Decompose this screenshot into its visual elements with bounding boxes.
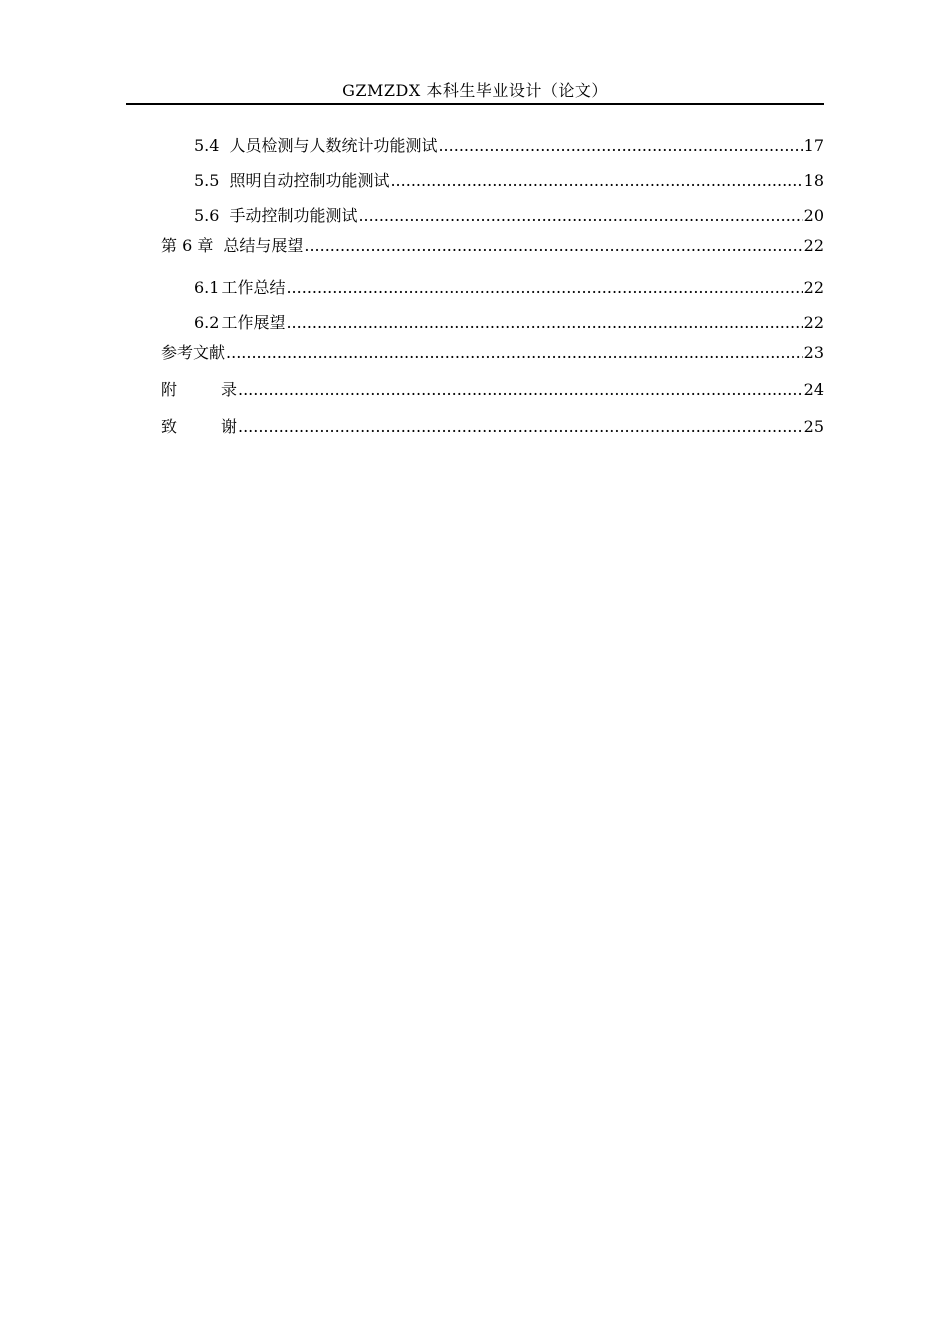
toc-entry-5-6[interactable]	[194, 205, 824, 227]
toc-dot-leader	[304, 235, 802, 257]
toc-dot-leader	[238, 379, 803, 401]
toc-entry-title	[194, 135, 437, 157]
toc-entry-5-4[interactable]	[194, 135, 824, 157]
toc-entry-references[interactable]	[161, 342, 824, 364]
toc-entry-label: 参考文献	[161, 343, 226, 362]
toc-dot-leader	[438, 135, 802, 157]
toc-entry-6-1[interactable]	[194, 277, 824, 299]
toc-entry-label: 照明自动控制功能测试	[229, 171, 390, 190]
toc-dot-leader	[358, 205, 802, 227]
toc-entry-title	[194, 170, 389, 192]
toc-entry-label: 附 录	[161, 380, 237, 399]
toc-entry-label: 致 谢	[161, 417, 237, 436]
toc-entry-number: 6.2	[194, 313, 220, 332]
toc-entry-title	[161, 379, 237, 401]
toc-entry-number: 第 6 章	[161, 236, 214, 255]
table-of-contents	[0, 0, 950, 460]
toc-entry-label: 总结与展望	[223, 236, 304, 255]
toc-entry-acknowledgements[interactable]	[161, 416, 824, 438]
toc-page-number: 18	[803, 171, 824, 190]
toc-entry-number: 5.5	[194, 171, 220, 190]
toc-page-number: 22	[803, 236, 824, 255]
toc-entry-title	[161, 342, 225, 364]
toc-page-number: 22	[803, 313, 824, 332]
toc-page-number: 23	[803, 343, 824, 362]
toc-entry-title	[161, 235, 303, 257]
toc-dot-leader	[390, 170, 802, 192]
toc-page-number: 24	[803, 380, 824, 399]
toc-entry-label: 工作展望	[221, 313, 286, 332]
toc-entry-title	[161, 416, 237, 438]
toc-entry-number: 5.4	[194, 136, 220, 155]
toc-dot-leader	[226, 342, 803, 364]
toc-entry-5-5[interactable]	[194, 170, 824, 192]
toc-entry-appendix[interactable]	[161, 379, 824, 401]
toc-entry-title	[194, 277, 285, 299]
toc-entry-label: 手动控制功能测试	[229, 206, 358, 225]
toc-page-number: 22	[803, 278, 824, 297]
toc-page-number: 20	[803, 206, 824, 225]
toc-page-number: 25	[803, 417, 824, 436]
toc-dot-leader	[286, 312, 802, 334]
toc-entry-chapter-6[interactable]	[161, 235, 824, 257]
page-header: GZMZDX 本科生毕业设计（论文）	[342, 81, 608, 100]
toc-entry-title	[194, 312, 285, 334]
toc-entry-number: 6.1	[194, 278, 220, 297]
toc-page-number: 17	[803, 136, 824, 155]
toc-entry-title	[194, 205, 357, 227]
toc-entry-label: 人员检测与人数统计功能测试	[229, 136, 438, 155]
toc-entry-6-2[interactable]	[194, 312, 824, 334]
toc-entry-number: 5.6	[194, 206, 220, 225]
toc-dot-leader	[286, 277, 802, 299]
toc-dot-leader	[238, 416, 803, 438]
toc-entry-label: 工作总结	[221, 278, 286, 297]
